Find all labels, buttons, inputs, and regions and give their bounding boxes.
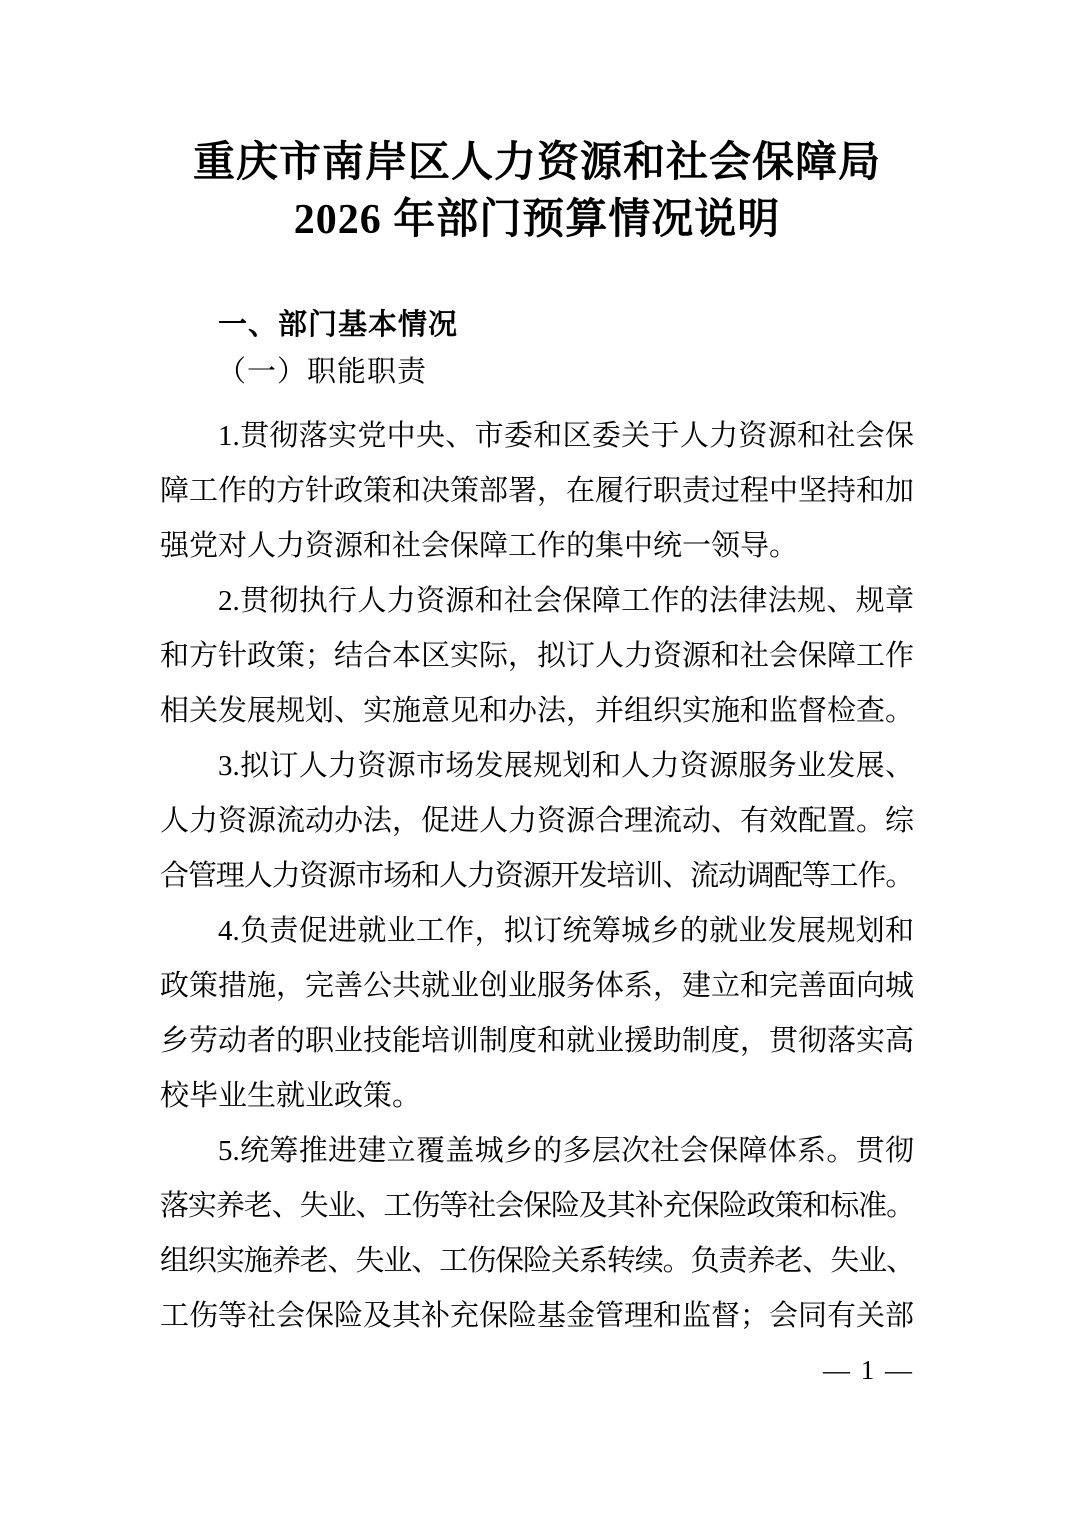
text-line: 乡劳动者的职业技能培训制度和就业援助制度，贯彻落实高	[160, 1025, 915, 1057]
document-title-line1: 重庆市南岸区人力资源和社会保障局	[192, 140, 881, 186]
paragraph-1	[160, 409, 914, 574]
text-line: 5.统筹推进建立覆盖城乡的多层次社会保障体系。贯彻	[218, 1135, 914, 1167]
text-line: 1.贯彻落实党中央、市委和区委关于人力资源和社会保	[218, 420, 914, 452]
text-line: 强党对人力资源和社会保障工作的集中统一领导。	[160, 530, 799, 562]
text-line: 合管理人力资源市场和人力资源开发培训、流动调配等工作。	[160, 860, 914, 892]
text-line: 工伤等社会保险及其补充保险基金管理和监督；会同有关部	[160, 1300, 915, 1332]
text-line: 和方针政策；结合本区实际，拟订人力资源和社会保障工作	[160, 640, 915, 672]
text-line: 落实养老、失业、工伤等社会保险及其补充保险政策和标准。	[160, 1190, 914, 1222]
text-line: 3.拟订人力资源市场发展规划和人力资源服务业发展、	[218, 750, 914, 782]
text-line: 相关发展规划、实施意见和办法，并组织实施和监督检查。	[160, 695, 915, 727]
text-line: 人力资源流动办法，促进人力资源合理流动、有效配置。综	[160, 805, 915, 837]
text-line: 4.负责促进就业工作，拟订统筹城乡的就业发展规划和	[218, 915, 914, 947]
paragraph-4	[160, 904, 914, 1124]
text-line: 政策措施，完善公共就业创业服务体系，建立和完善面向城	[160, 970, 915, 1002]
paragraph-5	[160, 1124, 914, 1344]
text-line: 2.贯彻执行人力资源和社会保障工作的法律法规、规章	[218, 585, 914, 617]
page-number: — 1 —	[823, 1355, 914, 1385]
text-line: 障工作的方针政策和决策部署，在履行职责过程中坚持和加	[160, 475, 915, 507]
document-body	[160, 409, 914, 1344]
paragraph-2	[160, 574, 914, 739]
text-line: 校毕业生就业政策。	[160, 1080, 422, 1112]
section-heading: 一、部门基本情况	[218, 309, 459, 341]
subsection-heading: （一）职能职责	[217, 356, 428, 388]
text-line: 组织实施养老、失业、工伤保险关系转续。负责养老、失业、	[160, 1245, 914, 1277]
document-title-line2: 2026 年部门预算情况说明	[293, 197, 781, 243]
paragraph-3	[160, 739, 914, 904]
document-title	[160, 135, 914, 249]
